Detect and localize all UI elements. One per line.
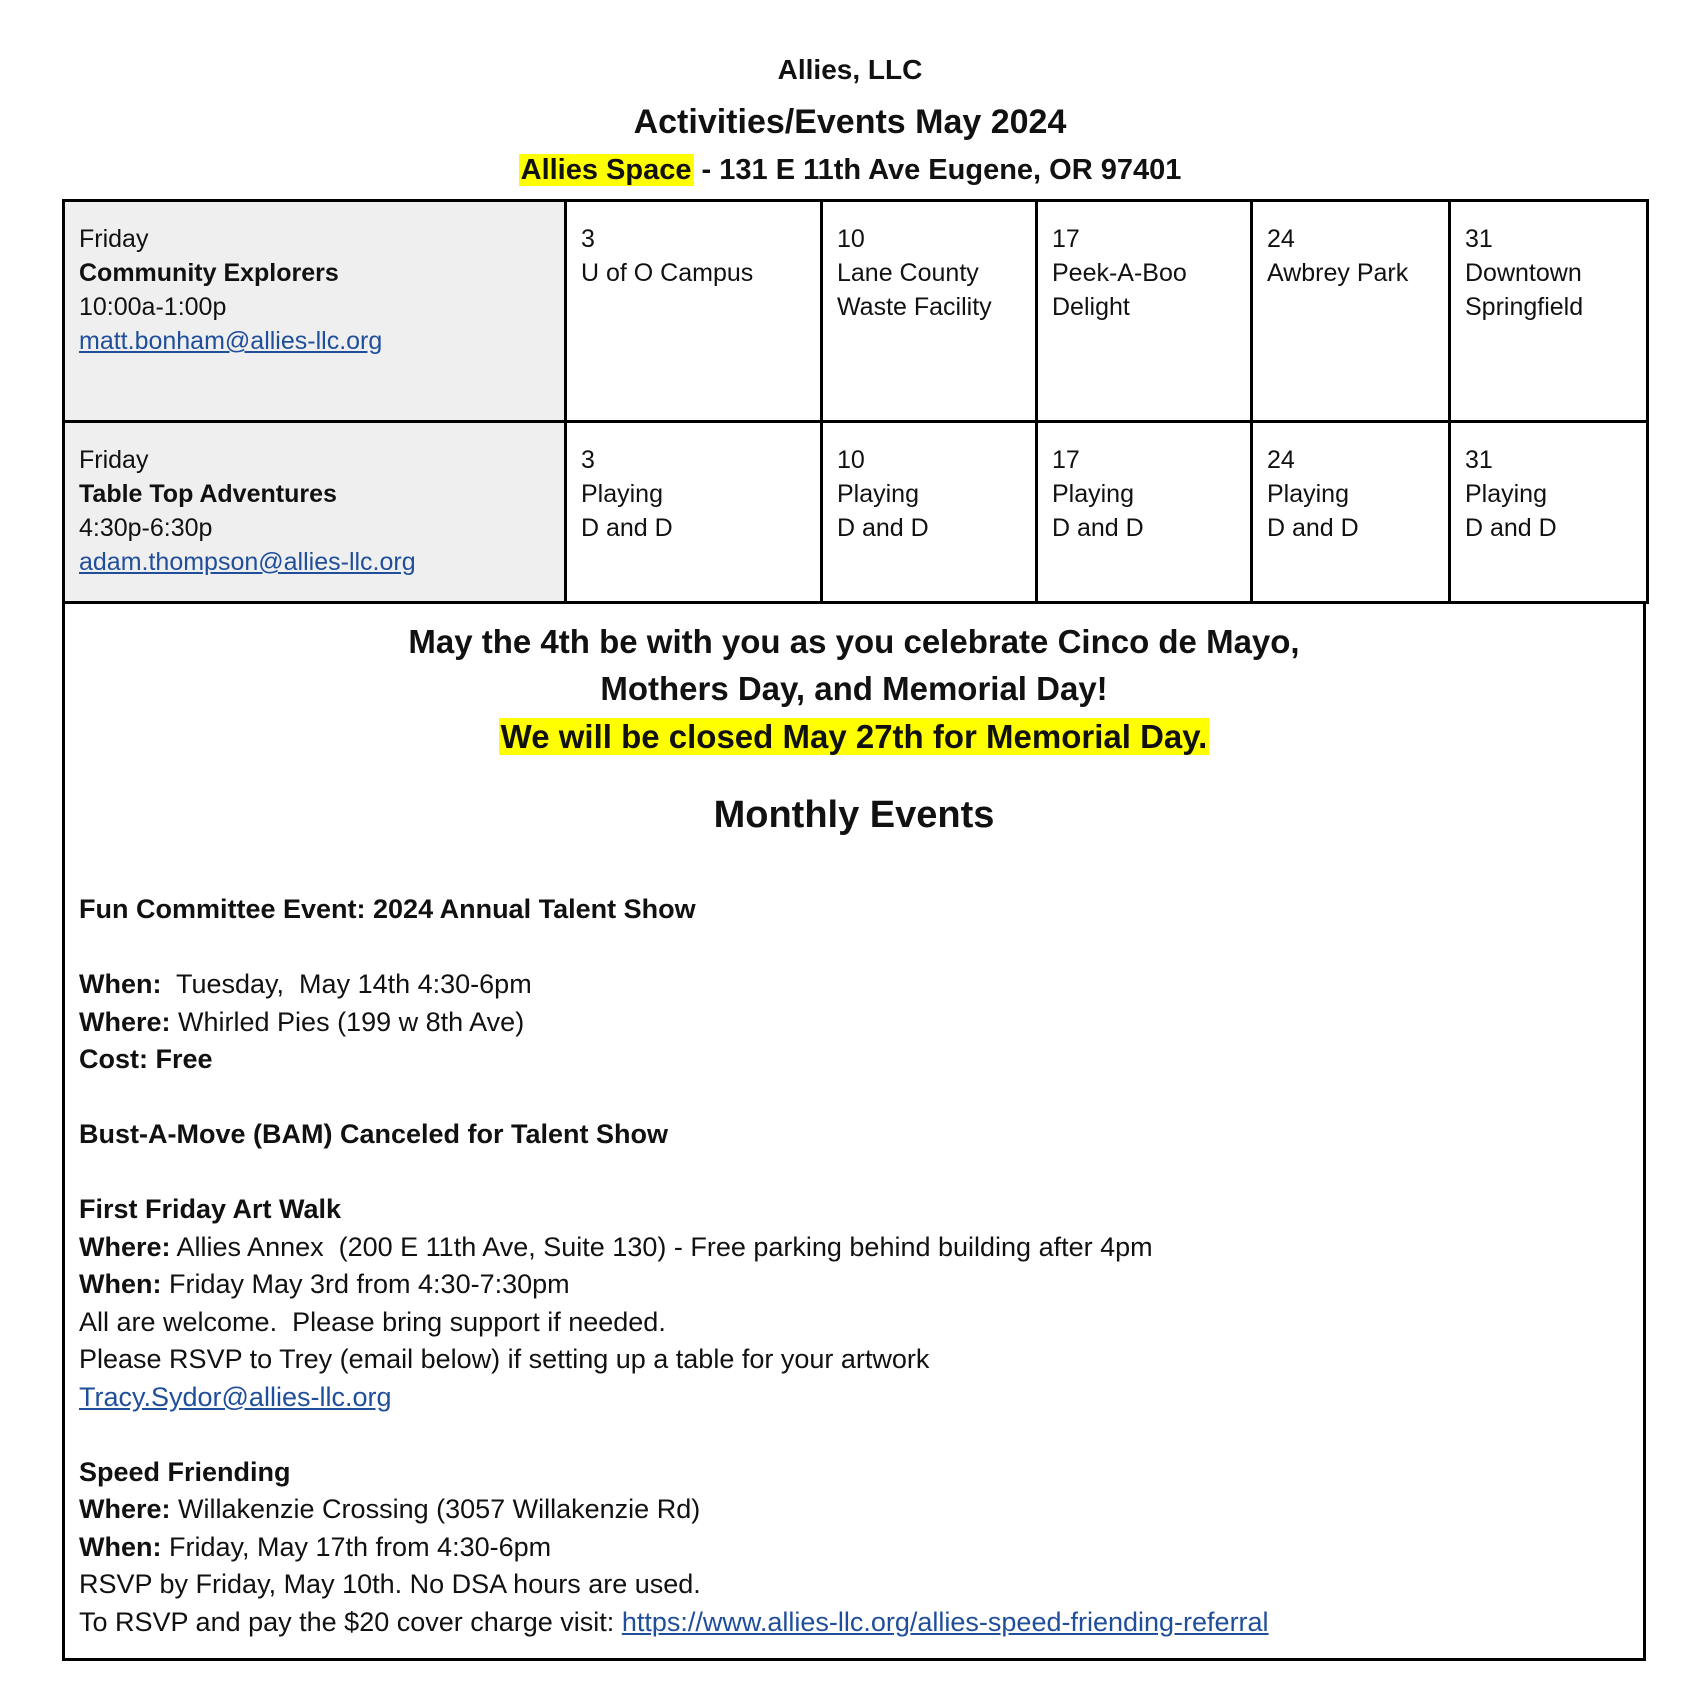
banner-line: May the 4th be with you as you celebrate Cinco de Mayo, xyxy=(408,623,1300,660)
activity-name: Table Top Adventures xyxy=(79,480,337,508)
event-title: Bust-A-Move (BAM) Canceled for Talent Show xyxy=(79,1119,669,1149)
event-when: When: Friday, May 17th from 4:30-6pm xyxy=(79,1531,552,1562)
date-number: 17 xyxy=(1052,225,1080,253)
event-cost: Cost: Free xyxy=(79,1044,213,1074)
closure-notice: We will be closed May 27th for Memorial Day. xyxy=(500,718,1208,755)
address-highlight: Allies Space xyxy=(520,154,692,186)
monthly-events-list xyxy=(79,891,1619,1641)
activity-day: Friday xyxy=(79,446,149,474)
date-activity: Downtown xyxy=(1465,259,1582,287)
address-line xyxy=(0,154,1700,187)
event-note: All are welcome. Please bring support if needed. xyxy=(79,1306,666,1337)
date-activity: Playing xyxy=(1465,480,1547,508)
date-activity: D and D xyxy=(1267,514,1359,542)
activity-label-cell xyxy=(64,201,566,422)
activity-label-cell xyxy=(64,422,566,603)
event-where: Where: Whirled Pies (199 w 8th Ave) xyxy=(79,1006,525,1037)
spacer xyxy=(79,1079,1619,1117)
banner-line: Mothers Day, and Memorial Day! xyxy=(600,670,1108,707)
event-title: Speed Friending xyxy=(79,1456,291,1487)
event-title: Fun Committee Event: 2024 Annual Talent Show xyxy=(79,894,696,924)
date-cell xyxy=(1252,201,1450,422)
date-number: 24 xyxy=(1267,446,1295,474)
date-activity: Awbrey Park xyxy=(1267,259,1409,287)
date-activity: D and D xyxy=(837,514,929,542)
date-cell xyxy=(1450,201,1648,422)
date-activity: Delight xyxy=(1052,293,1130,321)
date-number: 10 xyxy=(837,446,865,474)
monthly-info-box xyxy=(62,601,1646,1661)
date-activity: Springfield xyxy=(1465,293,1584,321)
spacer xyxy=(79,929,1619,967)
date-activity: Peek-A-Boo xyxy=(1052,259,1187,287)
activity-time: 10:00a-1:00p xyxy=(79,293,227,321)
date-activity: Playing xyxy=(1267,480,1349,508)
date-cell xyxy=(1450,422,1648,603)
schedule-row-table-top-adventures xyxy=(64,422,1648,603)
date-number: 3 xyxy=(581,446,595,474)
date-activity: Playing xyxy=(1052,480,1134,508)
event-email-line xyxy=(79,1379,1619,1417)
date-activity: Lane County xyxy=(837,259,979,287)
date-activity: D and D xyxy=(1052,514,1144,542)
event-where: Where: Allies Annex (200 E 11th Ave, Suite 130) - Free parking behind building after 4pm xyxy=(79,1231,1153,1262)
page-title: Activities/Events May 2024 xyxy=(633,103,1067,141)
date-number: 3 xyxy=(581,225,595,253)
event-where: Where: Willakenzie Crossing (3057 Willakenzie Rd) xyxy=(79,1494,701,1524)
date-activity: D and D xyxy=(1465,514,1557,542)
activity-name: Community Explorers xyxy=(79,259,339,287)
date-cell xyxy=(566,201,822,422)
date-cell xyxy=(566,422,822,603)
spacer xyxy=(79,1154,1619,1192)
date-activity: Waste Facility xyxy=(837,293,992,321)
schedule-row-community-explorers xyxy=(64,201,1648,422)
date-cell xyxy=(1037,422,1252,603)
event-when: When: Tuesday, May 14th 4:30-6pm xyxy=(79,969,532,999)
date-number: 31 xyxy=(1465,446,1493,474)
date-activity: Playing xyxy=(837,480,919,508)
event-note: Please RSVP to Trey (email below) if setting up a table for your artwork xyxy=(79,1344,930,1374)
spacer xyxy=(79,1416,1619,1454)
rsvp-email-link[interactable]: Tracy.Sydor@allies-llc.org xyxy=(79,1381,392,1412)
address-text: - 131 E 11th Ave Eugene, OR 97401 xyxy=(693,154,1182,186)
event-title: First Friday Art Walk xyxy=(79,1194,342,1224)
date-activity: Playing xyxy=(581,480,663,508)
event-note: RSVP by Friday, May 10th. No DSA hours are used. xyxy=(79,1569,701,1599)
activity-day: Friday xyxy=(79,225,149,253)
date-activity: D and D xyxy=(581,514,673,542)
org-name: Allies, LLC xyxy=(777,54,923,85)
monthly-events-heading: Monthly Events xyxy=(713,794,995,836)
date-number: 17 xyxy=(1052,446,1080,474)
speed-friending-link[interactable]: https://www.allies-llc.org/allies-speed-friending-referral xyxy=(621,1606,1269,1637)
event-rsvp-line: To RSVP and pay the $20 cover charge visit: https://www.allies-llc.org/allies-speed-friending-referral xyxy=(79,1606,1269,1637)
date-cell xyxy=(1252,422,1450,603)
date-number: 10 xyxy=(837,225,865,253)
activity-email-link[interactable]: matt.bonham@allies-llc.org xyxy=(79,327,383,355)
date-activity: U of O Campus xyxy=(581,259,754,287)
activity-email-link[interactable]: adam.thompson@allies-llc.org xyxy=(79,548,416,576)
date-number: 24 xyxy=(1267,225,1295,253)
date-cell xyxy=(822,422,1037,603)
date-cell xyxy=(822,201,1037,422)
event-when: When: Friday May 3rd from 4:30-7:30pm xyxy=(79,1269,570,1299)
date-number: 31 xyxy=(1465,225,1493,253)
activity-time: 4:30p-6:30p xyxy=(79,514,213,542)
date-cell xyxy=(1037,201,1252,422)
schedule-table xyxy=(62,199,1649,604)
